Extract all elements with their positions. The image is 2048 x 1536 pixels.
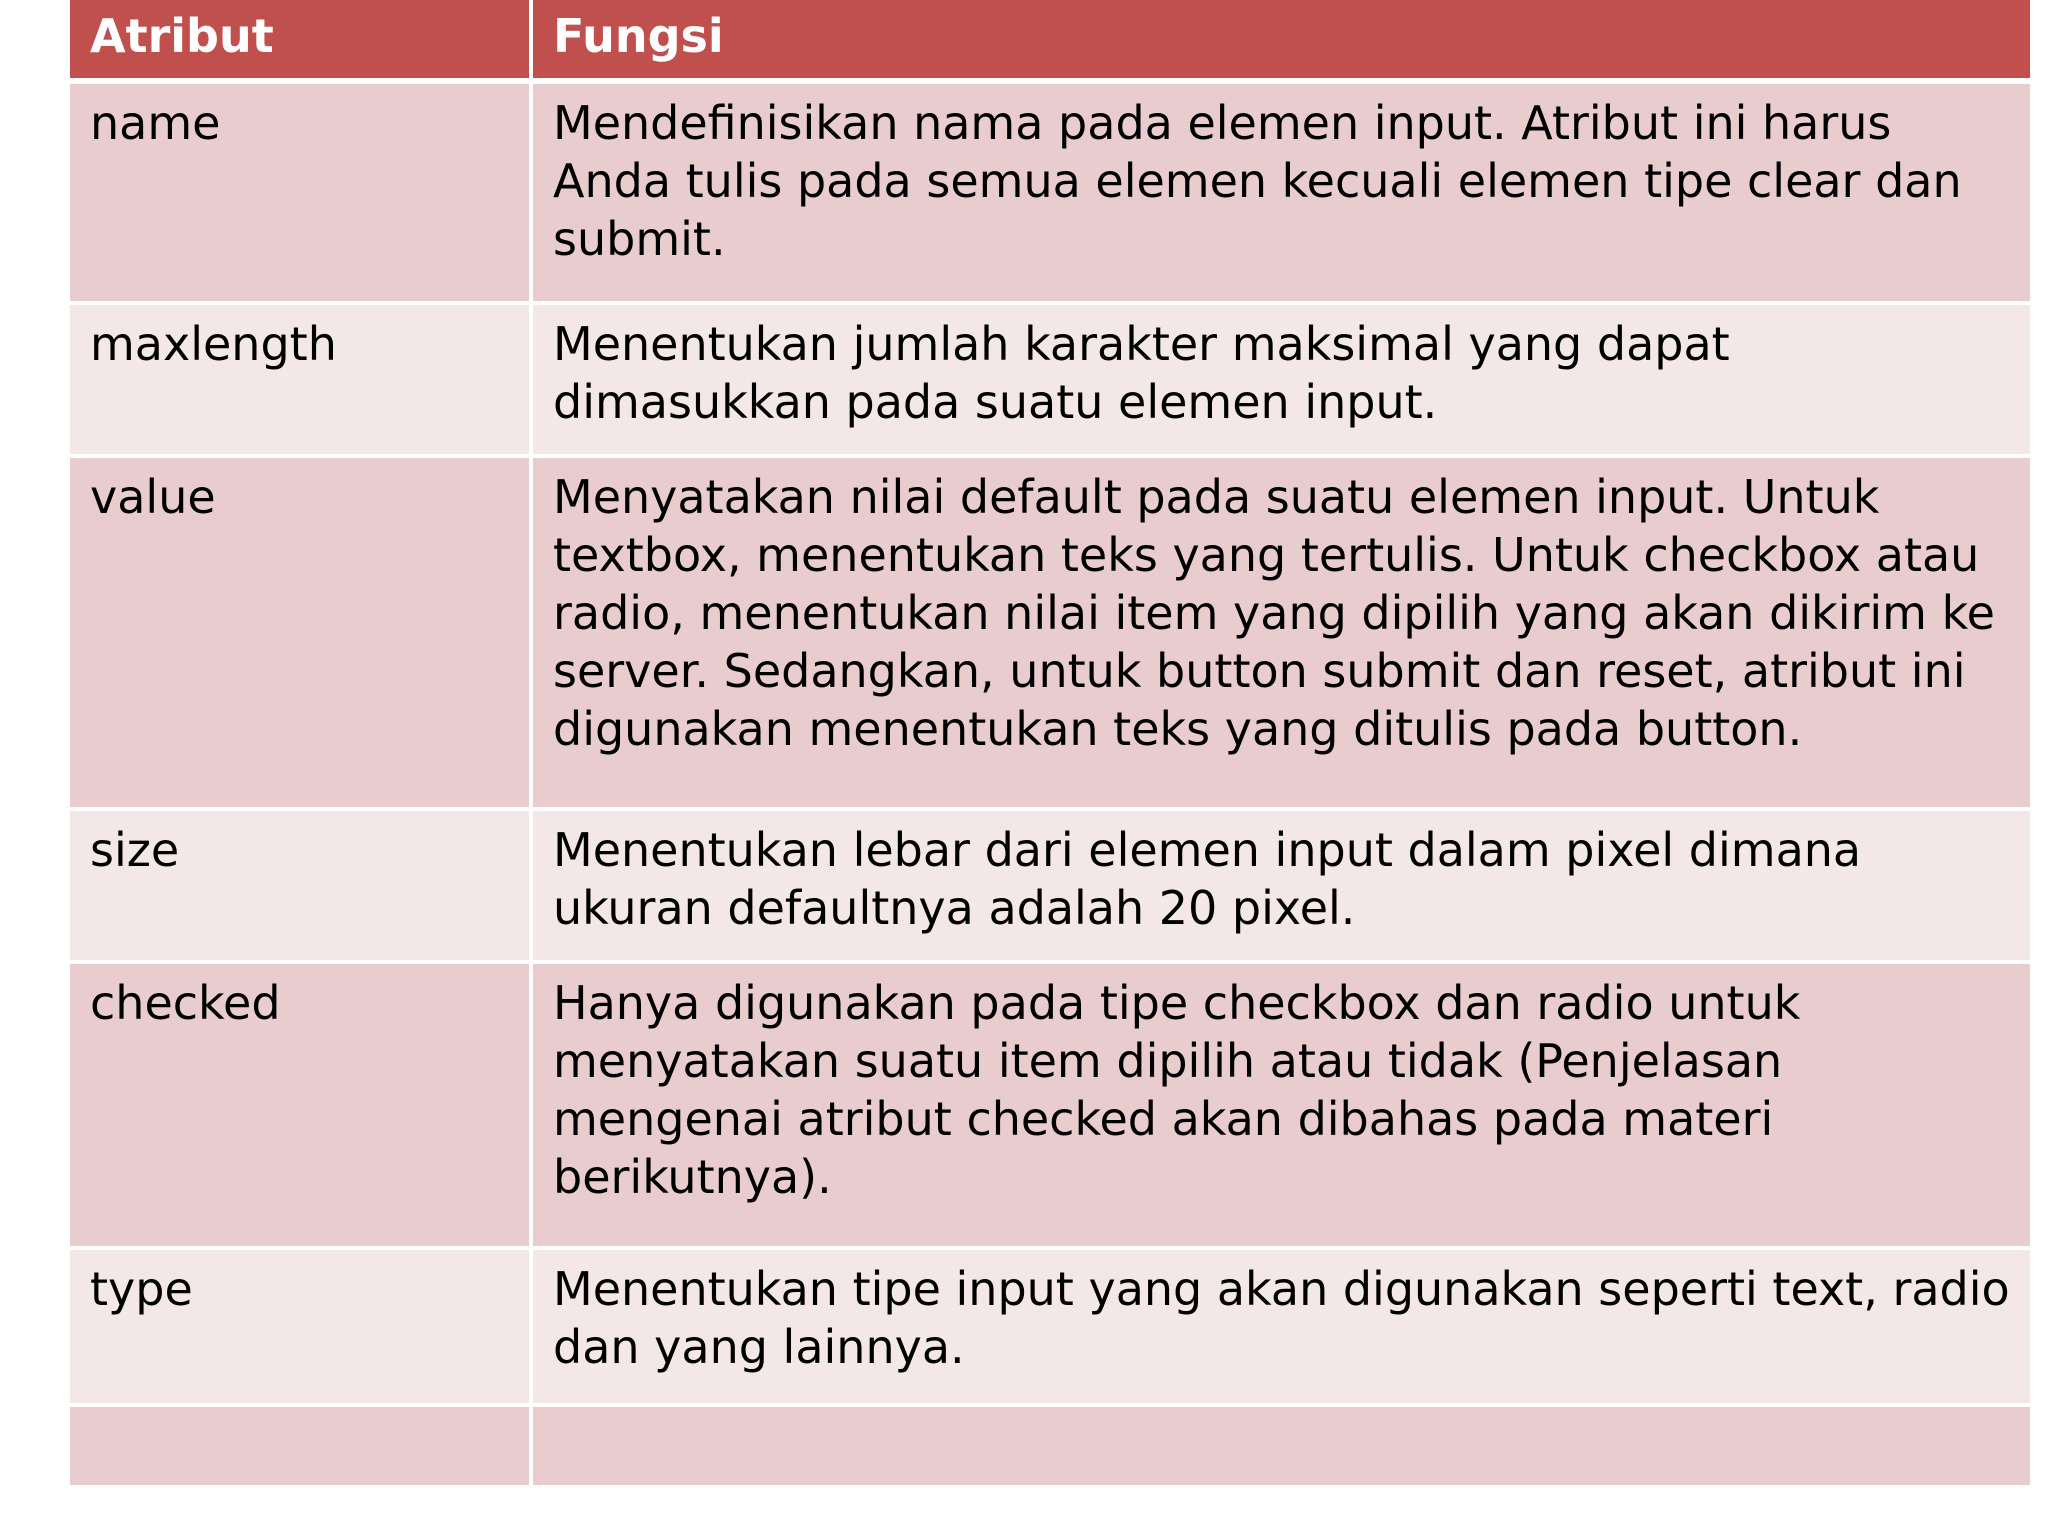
cell-attribute: type bbox=[70, 1250, 533, 1407]
cell-function: Menentukan tipe input yang akan digunakan seperti text, radio dan yang lainnya. bbox=[533, 1250, 2030, 1407]
cell-attribute: checked bbox=[70, 964, 533, 1250]
cell-function: Menentukan lebar dari elemen input dalam pixel dimana ukuran defaultnya adalah 20 pixel. bbox=[533, 811, 2030, 964]
table-row-empty bbox=[70, 1407, 2030, 1485]
cell-attribute: size bbox=[70, 811, 533, 964]
cell-function bbox=[533, 1407, 2030, 1485]
cell-function: Menentukan jumlah karakter maksimal yang dapat dimasukkan pada suatu elemen input. bbox=[533, 305, 2030, 458]
table-row bbox=[70, 458, 2030, 811]
table-row bbox=[70, 84, 2030, 305]
table-row bbox=[70, 305, 2030, 458]
cell-attribute: maxlength bbox=[70, 305, 533, 458]
table-row bbox=[70, 1250, 2030, 1407]
cell-attribute: name bbox=[70, 84, 533, 305]
cell-function: Menyatakan nilai default pada suatu elemen input. Untuk textbox, menentukan teks yang tertulis. Untuk checkbox atau radio, menentukan nilai item yang dipilih yang akan dikirim ke server. Sedangkan, untuk button submit dan reset, atribut ini digunakan menentukan teks yang ditulis pada button. bbox=[533, 458, 2030, 811]
cell-function: Hanya digunakan pada tipe checkbox dan radio untuk menyatakan suatu item dipilih atau tidak (Penjelasan mengenai atribut checked akan dibahas pada materi berikutnya). bbox=[533, 964, 2030, 1250]
cell-attribute bbox=[70, 1407, 533, 1485]
cell-function: Mendefinisikan nama pada elemen input. Atribut ini harus Anda tulis pada semua elemen kecuali elemen tipe clear dan submit. bbox=[533, 84, 2030, 305]
cell-attribute: value bbox=[70, 458, 533, 811]
header-attribute: Atribut bbox=[70, 0, 533, 84]
table-row bbox=[70, 964, 2030, 1250]
table-row bbox=[70, 811, 2030, 964]
header-function: Fungsi bbox=[533, 0, 2030, 84]
table-header-row bbox=[70, 0, 2030, 84]
attribute-table bbox=[70, 0, 2030, 1485]
